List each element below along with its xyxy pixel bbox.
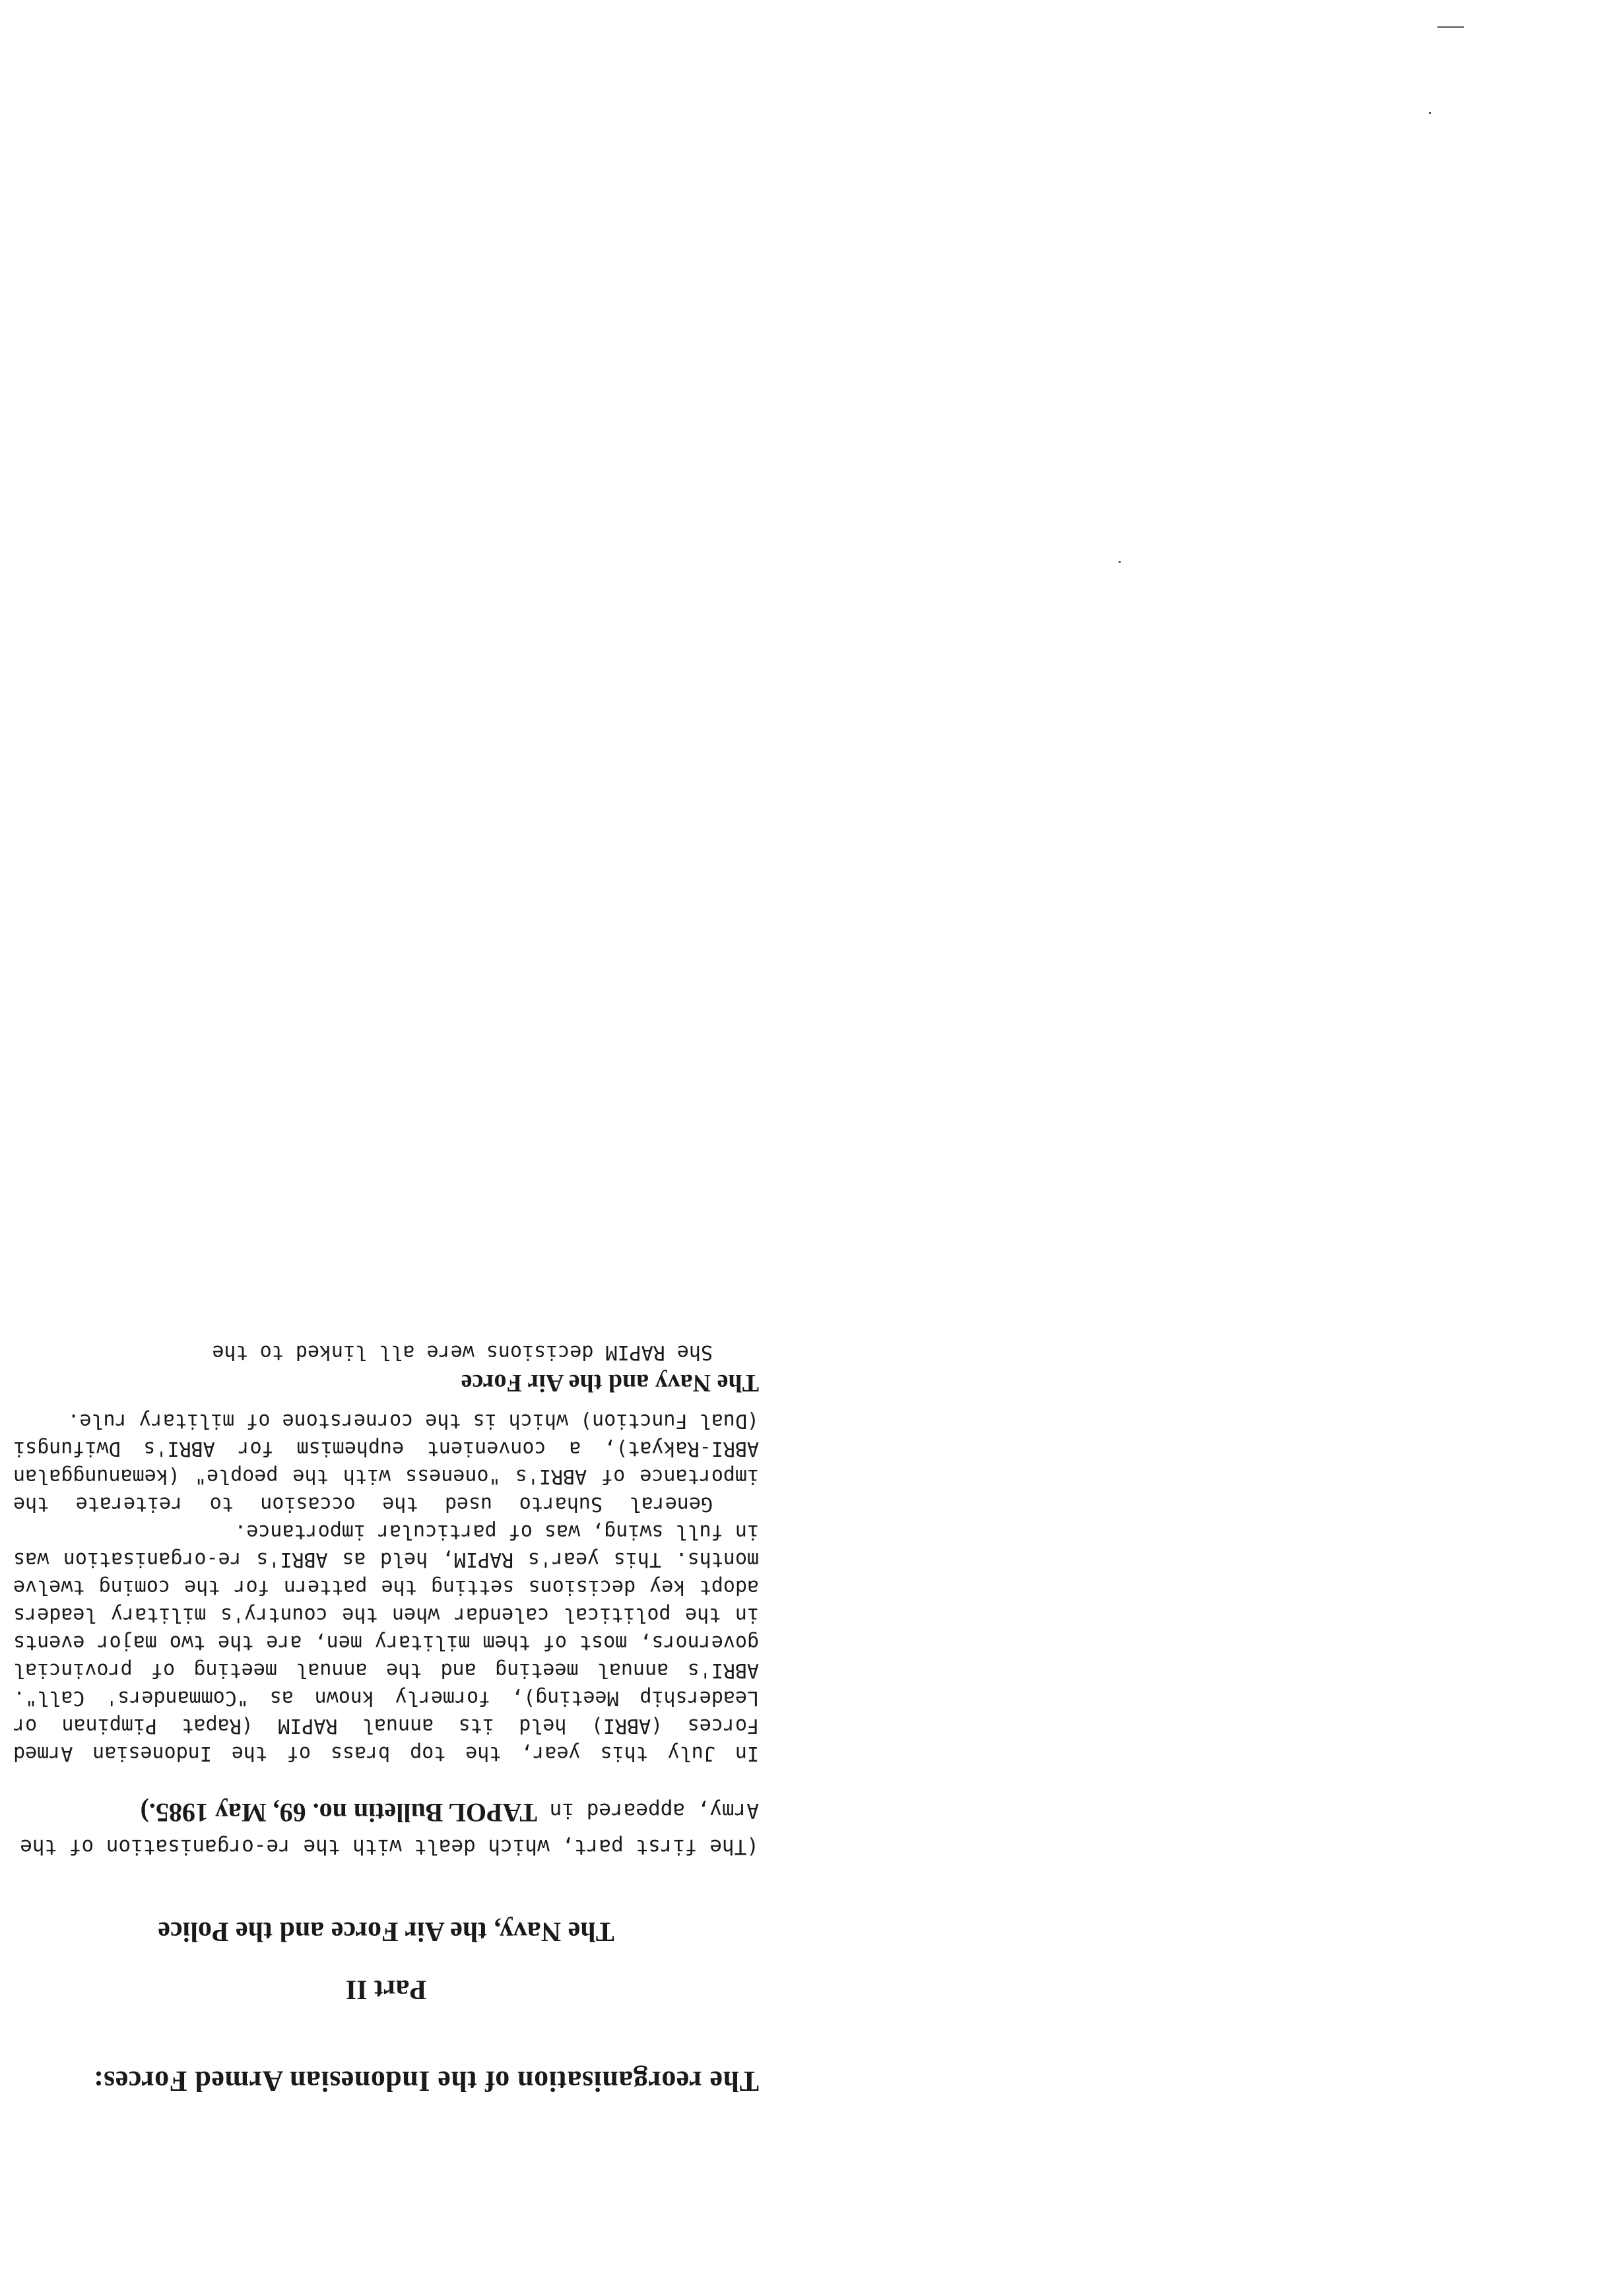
scan-speck xyxy=(1119,561,1121,563)
intro-note xyxy=(13,1793,759,1864)
part-label: Part II xyxy=(345,1974,427,2004)
paragraph-1: In July this year, the top brass of the Indonesian Armed Forces (ABRI) held its annual RAPIM (Rapat Pimpinan or Leadership Meeting), formerly known as "Commanders' Call". ABRI's annual meeting and the annual meeting of provincial governors, most of them military men, are the two major events in the political calendar when the country's military leaders adopt key decisions setting the pattern for the coming twelve months. This year's RAPIM, held as ABRI's re-organisation was in full swing, was of particular importance. xyxy=(13,1520,759,1765)
scan-speck xyxy=(1429,112,1431,114)
article-title: The reorganisation of the Indonesian Armed Forces: xyxy=(93,2065,759,2097)
paragraph-2: General Suharto used the occasion to reiterate the importance of ABRI's "oneness with the people" (kemanunggalan ABRI-Rakyat), a convenient euphemism for ABRI's Dwifungsi (Dual Function) which is the cornerstone of military rule. xyxy=(13,1409,759,1515)
scan-speck xyxy=(1437,26,1464,28)
section-heading: The Navy and the Air Force xyxy=(461,1369,759,1397)
intro-bold-reference: TAPOL Bulletin no. 69, May 1985.) xyxy=(140,1798,538,1828)
article-text-block xyxy=(13,1338,759,2098)
intro-text: (The first part, which dealt with the re-organisation of the Army, appeared in xyxy=(20,1799,759,1859)
article-subtitle: The Navy, the Air Force and the Police xyxy=(158,1916,614,1946)
paragraph-3: She RAPIM decisions were all linked to the xyxy=(212,1341,713,1364)
